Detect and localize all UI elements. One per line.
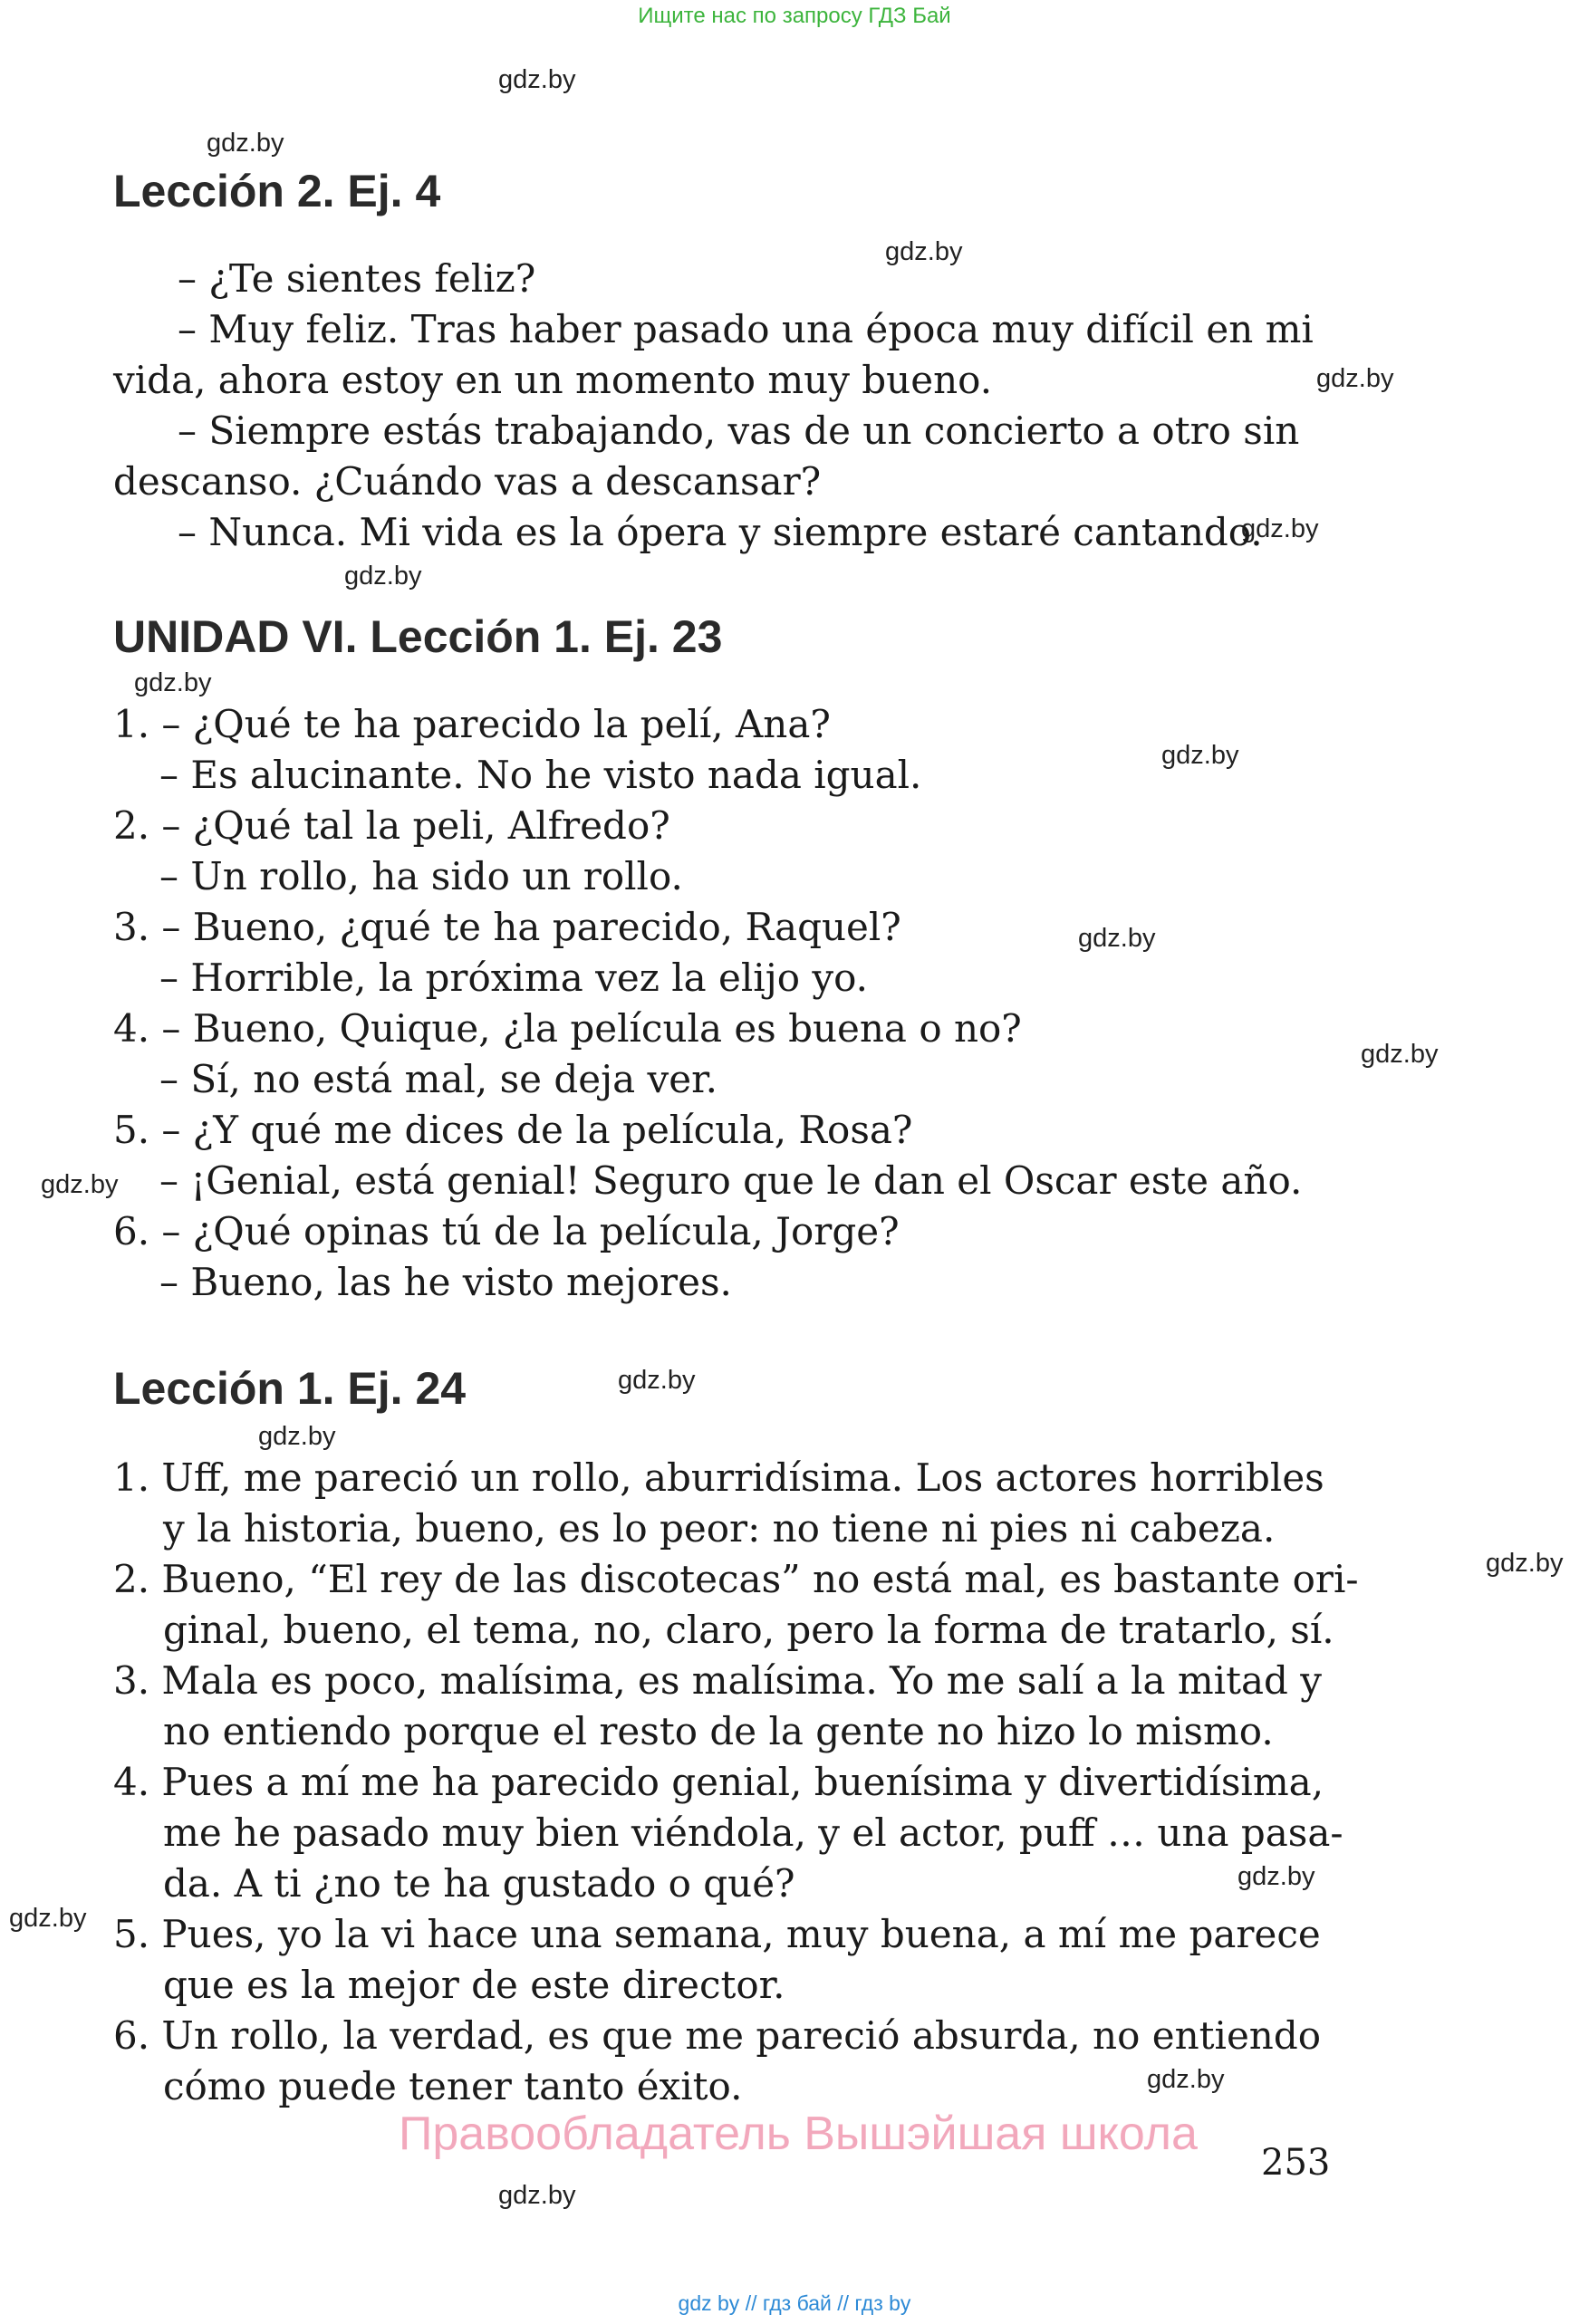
watermark: gdz.by — [1241, 514, 1319, 543]
list-item: ginal, bueno, el tema, no, claro, pero la forma de tratarlo, sí. — [163, 1608, 1334, 1652]
watermark: gdz.by — [1147, 2065, 1225, 2094]
watermark: gdz.by — [1486, 1549, 1564, 1578]
page-number: 253 — [1261, 2142, 1331, 2184]
text-line: vida, ahora estoy en un momento muy bueno. — [113, 358, 993, 402]
footer-links[interactable]: gdz by // гдз бай // гдз by — [678, 2291, 911, 2315]
list-item: 6. Un rollo, la verdad, es que me pareció absurda, no entiendo — [113, 2013, 1322, 2058]
list-item: 2. Bueno, “El rey de las discotecas” no está mal, es bastante ori- — [113, 1557, 1359, 1601]
watermark: gdz.by — [1078, 924, 1156, 953]
list-item: 1. – ¿Qué te ha parecido la pelí, Ana? — [113, 702, 831, 746]
text-line: – Nunca. Mi vida es la ópera y siempre estaré cantando. — [178, 510, 1263, 554]
list-item: 3. Mala es poco, malísima, es malísima. Yo me salí a la mitad y — [113, 1658, 1322, 1703]
copyright-notice: Правообладатель Вышэйшая школа — [399, 2108, 1198, 2160]
list-item: y la historia, bueno, es lo peor: no tiene ni pies ni cabeza. — [163, 1506, 1276, 1551]
list-item: – Sí, no está mal, se deja ver. — [159, 1057, 717, 1101]
list-item: – Es alucinante. No he visto nada igual. — [159, 753, 922, 797]
list-item: – Un rollo, ha sido un rollo. — [159, 854, 683, 898]
watermark: gdz.by — [885, 237, 963, 266]
text-line: – ¿Te sientes feliz? — [178, 256, 536, 301]
list-item: 4. – Bueno, Quique, ¿la película es buena o no? — [113, 1006, 1022, 1051]
section-heading: Lección 1. Ej. 24 — [113, 1363, 467, 1414]
watermark: gdz.by — [1237, 1862, 1315, 1891]
section-heading: Lección 2. Ej. 4 — [113, 166, 441, 216]
list-item: cómo puede tener tanto éxito. — [163, 2064, 743, 2108]
list-item: 5. Pues, yo la vi hace una semana, muy buena, a mí me parece — [113, 1912, 1321, 1956]
watermark: gdz.by — [41, 1170, 119, 1199]
watermark: gdz.by — [618, 1366, 696, 1395]
list-item: 4. Pues a mí me ha parecido genial, buenísima y divertidísima, — [113, 1760, 1324, 1804]
list-item: 2. – ¿Qué tal la peli, Alfredo? — [113, 803, 670, 848]
watermark: gdz.by — [134, 668, 212, 697]
list-item: no entiendo porque el resto de la gente no hizo lo mismo. — [163, 1709, 1274, 1753]
list-item: da. A ti ¿no te ha gustado o qué? — [163, 1861, 795, 1906]
watermark: gdz.by — [1161, 741, 1239, 770]
top-banner-link[interactable]: Ищите нас по запросу ГДЗ Бай — [638, 4, 951, 28]
text-line: – Siempre estás trabajando, vas de un concierto a otro sin — [178, 408, 1300, 453]
watermark: gdz.by — [1316, 364, 1394, 393]
list-item: 5. – ¿Y qué me dices de la película, Rosa? — [113, 1108, 913, 1152]
list-item: 6. – ¿Qué opinas tú de la película, Jorge? — [113, 1209, 900, 1253]
list-item: me he pasado muy bien viéndola, y el actor, puff … una pasa- — [163, 1810, 1343, 1855]
watermark: gdz.by — [498, 2181, 576, 2210]
list-item: – Horrible, la próxima vez la elijo yo. — [159, 956, 869, 1000]
section-heading: UNIDAD VI. Lección 1. Ej. 23 — [113, 611, 723, 662]
watermark: gdz.by — [498, 65, 576, 94]
list-item: – ¡Genial, está genial! Seguro que le dan el Oscar este año. — [159, 1158, 1303, 1203]
list-item: que es la mejor de este director. — [163, 1963, 785, 2007]
text-line: descanso. ¿Cuándo vas a descansar? — [113, 459, 822, 504]
text-line: – Muy feliz. Tras haber pasado una época muy difícil en mi — [178, 307, 1314, 351]
watermark: gdz.by — [344, 562, 422, 591]
watermark: gdz.by — [9, 1904, 87, 1933]
watermark: gdz.by — [258, 1422, 336, 1451]
watermark: gdz.by — [207, 129, 284, 158]
list-item: – Bueno, las he visto mejores. — [159, 1260, 732, 1304]
watermark: gdz.by — [1361, 1040, 1439, 1069]
list-item: 3. – Bueno, ¿qué te ha parecido, Raquel? — [113, 905, 901, 949]
list-item: 1. Uff, me pareció un rollo, aburridísima. Los actores horribles — [113, 1455, 1324, 1500]
